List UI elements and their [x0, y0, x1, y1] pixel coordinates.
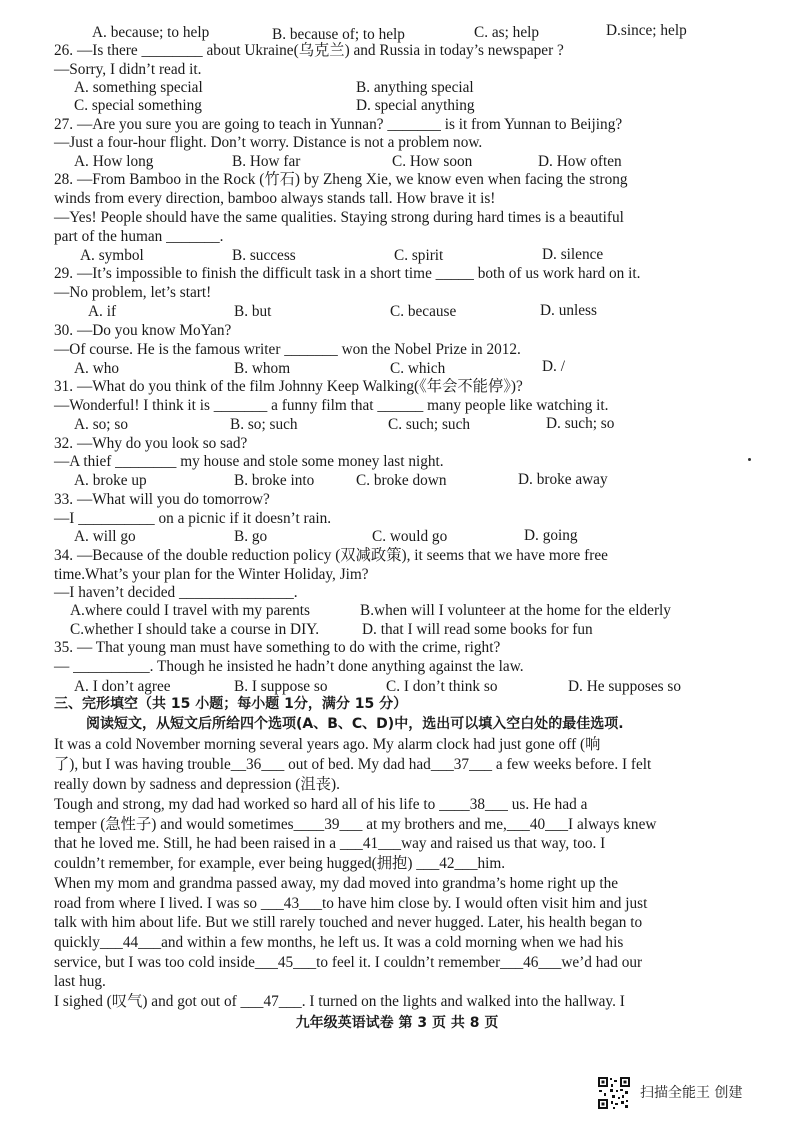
q34-line-2: time.What’s your plan for the Winter Holiday, Jim? [54, 566, 369, 583]
q34-option-a: A.where could I travel with my parents [70, 602, 310, 619]
q34-option-b: B.when will I volunteer at the home for the elderly [360, 602, 671, 619]
q31-option-a: A. so; so [74, 416, 128, 433]
passage-line-10: talk with him about life. But we still rarely touched and never hugged. Later, his health began to [54, 914, 643, 931]
q35-option-a: A. I don’t agree [74, 678, 171, 695]
q32-option-d: D. broke away [518, 471, 608, 488]
q29-line-2: —No problem, let’s start! [54, 284, 212, 301]
q30-option-c: C. which [390, 360, 446, 377]
q30-option-b: B. whom [234, 360, 291, 377]
q27-option-d: D. How often [538, 153, 622, 170]
q30-option-d: D. / [542, 358, 565, 375]
q30-option-a: A. who [74, 360, 120, 377]
speck-mark [748, 458, 751, 461]
q32-option-a: A. broke up [74, 472, 147, 489]
q33-line-2: —I __________ on a picnic if it doesn’t rain. [54, 510, 332, 527]
q26-option-a: A. something special [74, 79, 203, 96]
q34-option-c: C.whether I should take a course in DIY. [70, 621, 320, 638]
q35-line-1: 35. — That young man must have something to do with the crime, right? [54, 639, 501, 656]
q28-option-d: D. silence [542, 246, 604, 263]
q27-option-c: C. How soon [392, 153, 473, 170]
q30-line-2: —Of course. He is the famous writer _______ won the Nobel Prize in 2012. [54, 341, 521, 358]
q25-option-c: C. as; help [474, 24, 540, 41]
q29-option-c: C. because [390, 303, 457, 320]
q33-option-a: A. will go [74, 528, 136, 545]
q28-option-a: A. symbol [80, 247, 144, 264]
q32-option-b: B. broke into [234, 472, 315, 489]
page-footer: 九年级英语试卷 第 3 页 共 8 页 [295, 1015, 499, 1031]
q33-option-d: D. going [524, 527, 578, 544]
q28-option-c: C. spirit [394, 247, 444, 264]
passage-line-14: I sighed (叹气) and got out of ___47___. I turned on the lights and walked into the hallway. I [54, 993, 625, 1010]
q32-line-2: —A thief ________ my house and stole some money last night. [54, 453, 444, 470]
q35-option-b: B. I suppose so [234, 678, 328, 695]
q33-line-1: 33. —What will you do tomorrow? [54, 491, 270, 508]
q26-option-d: D. special anything [356, 97, 475, 114]
q34-line-1: 34. —Because of the double reduction policy (双减政策), it seems that we have more free [54, 547, 608, 564]
q28-line-3: —Yes! People should have the same qualities. Staying strong during hard times is a beautiful [54, 209, 624, 226]
section-title: 三、完形填空（共 15 小题；每小题 1分，满分 15 分） [54, 696, 408, 712]
q27-option-b: B. How far [232, 153, 301, 170]
q29-line-1: 29. —It’s impossible to finish the difficult task in a short time _____ both of us work hard on it. [54, 265, 641, 282]
q31-option-b: B. so; such [230, 416, 298, 433]
q34-option-d: D. that I will read some books for fun [362, 621, 593, 638]
q26-line-2: —Sorry, I didn’t read it. [54, 61, 202, 78]
q31-option-d: D. such; so [546, 415, 615, 432]
passage-line-13: last hug. [54, 973, 106, 990]
q35-line-2: — __________. Though he insisted he hadn’t done anything against the law. [54, 658, 524, 675]
q26-line-1: 26. —Is there ________ about Ukraine(乌克兰) and Russia in today’s newspaper ? [54, 42, 564, 59]
q32-line-1: 32. —Why do you look so sad? [54, 435, 248, 452]
q34-line-3: —I haven’t decided _______________. [54, 584, 298, 601]
q26-option-b: B. anything special [356, 79, 474, 96]
passage-line-5: temper (急性子) and would sometimes____39___ at my brothers and me,___40___I always knew [54, 816, 657, 833]
q35-option-d: D. He supposes so [568, 678, 682, 695]
passage-line-9: road from where I lived. I was so ___43___to have him close by. I would often visit him and just [54, 895, 648, 912]
q31-option-c: C. such; such [388, 416, 471, 433]
passage-line-3: really down by sadness and depression (沮丧). [54, 776, 340, 793]
q33-option-c: C. would go [372, 528, 448, 545]
q29-option-a: A. if [88, 303, 117, 320]
scanner-watermark: 扫描全能王 创建 [640, 1085, 743, 1101]
passage-line-7: couldn’t remember, for example, ever being hugged(拥抱) ___42___him. [54, 855, 506, 872]
q25-option-d: D.since; help [606, 22, 687, 39]
passage-line-2: 了), but I was having trouble__36___ out of bed. My dad had___37___ a few weeks before. I felt [54, 756, 652, 773]
q31-line-1 [54, 377, 523, 396]
q28-line-1: 28. —From Bamboo in the Rock (竹石) by Zheng Xie, we know even when facing the strong [54, 171, 628, 188]
q28-option-b: B. success [232, 247, 296, 264]
passage-line-12: service, but I was too cold inside___45___to feel it. I couldn’t remember___46___we’d had our [54, 954, 643, 971]
q25-option-a: A. because; to help [92, 24, 210, 41]
passage-line-6: that he loved me. Still, he had been raised in a ___41___way and raised us that way, too. I [54, 835, 606, 852]
q32-option-c: C. broke down [356, 472, 447, 489]
passage-line-8: When my mom and grandma passed away, my dad moved into grandma’s home right up the [54, 875, 619, 892]
q29-option-b: B. but [234, 303, 272, 320]
q27-line-2: —Just a four-hour flight. Don’t worry. Distance is not a problem now. [54, 134, 483, 151]
q33-option-b: B. go [234, 528, 268, 545]
q35-option-c: C. I don’t think so [386, 678, 498, 695]
q29-option-d: D. unless [540, 302, 597, 319]
q27-option-a: A. How long [74, 153, 154, 170]
q31-line-2: —Wonderful! I think it is _______ a funny film that ______ many people like watching it. [54, 397, 609, 414]
q31-line-1-text: 31. —What do you think of the film Johnny Keep Walking(《年会不能停》)? [54, 378, 523, 395]
q28-line-4: part of the human _______. [54, 228, 224, 245]
passage-line-11: quickly___44___and within a few months, he left us. It was a cold morning when we had his [54, 934, 624, 951]
q25-option-b: B. because of; to help [272, 26, 405, 43]
q30-line-1: 30. —Do you know MoYan? [54, 322, 232, 339]
q28-line-2: winds from every direction, bamboo always stands tall. How brave it is! [54, 190, 496, 207]
qr-code-icon [597, 1076, 631, 1110]
section-instruction: 阅读短文，从短文后所给四个选项(A、B、C、D)中，选出可以填入空白处的最佳选项. [86, 716, 624, 732]
q27-line-1: 27. —Are you sure you are going to teach in Yunnan? _______ is it from Yunnan to Beijing? [54, 116, 623, 133]
q26-option-c: C. special something [74, 97, 202, 114]
passage-line-4: Tough and strong, my dad had worked so hard all of his life to ____38___ us. He had a [54, 796, 588, 813]
passage-line-1: It was a cold November morning several years ago. My alarm clock had just gone off (响 [54, 736, 601, 753]
